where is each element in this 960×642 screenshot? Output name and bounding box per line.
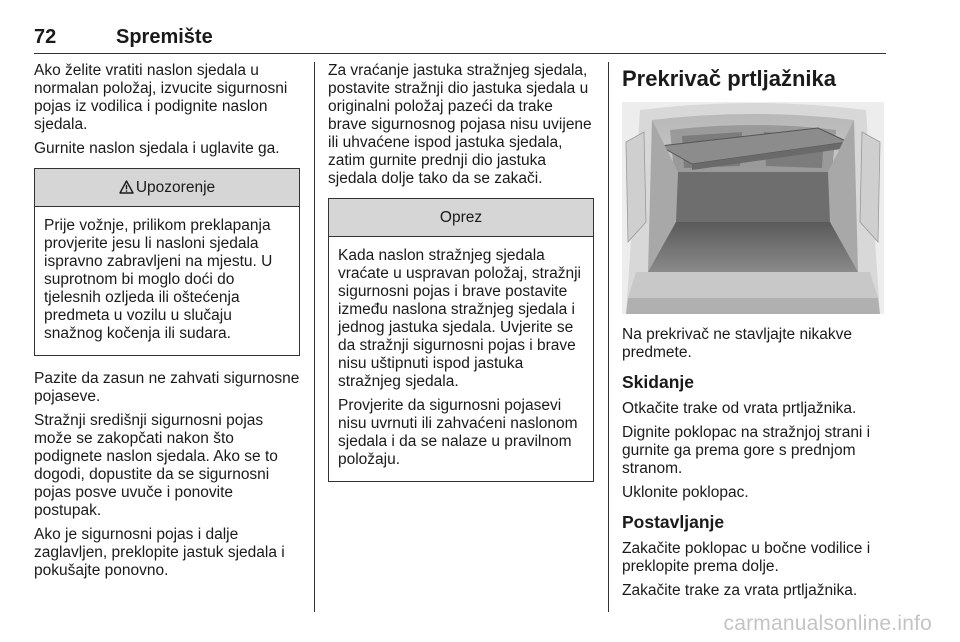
paragraph: Uklonite poklopac. [622,484,749,501]
caution-text: Kada naslon stražnjeg sjedala vraćate u uspravan položaj, stražnji sigurnosni pojas i brave postavite između naslona stražnjeg sjedala i jednog jastuka sjedala. Uvjerite se da stražnji sigurnosni pojas i brave nisu uštipnuti ispod jastuka stražnjeg sjedala. [338,247,581,390]
paragraph: Ako je sigurnosni pojas i dalje zaglavljen, preklopite jastuk sjedala i pokušajte ponovno. [34,526,285,579]
column-divider-2 [608,62,609,612]
warning-box [34,168,300,356]
caution-title: Oprez [439,209,483,226]
paragraph: Dignite poklopac na stražnjoj strani i gurnite ga prema gore s prednjom stranom. [622,424,871,477]
paragraph: Gurnite naslon sjedala i uglavite ga. [34,140,280,157]
page-number: 72 [34,26,57,48]
caution-box [328,198,594,482]
warning-text: Prije vožnje, prilikom preklapanja provjerite jesu li nasloni sjedala ispravno zabravljeni na mjestu. U suprotnom bi moglo doći do tjelesnih ozljeda ili oštećenja predmeta u vozilu u slučaju snažnog kočenja ili sudara. [44,217,273,342]
section-title: Prekrivač prtljažnika [622,66,837,91]
column-3 [622,62,886,606]
caution-text: Provjerite da sigurnosni pojasevi nisu uvrnuti ili zahvaćeni naslonom sjedala i da se nalaze u pravilnom položaju. [338,397,578,468]
caution-box-header [329,199,593,237]
warning-box-header [35,169,299,207]
paragraph: Zakačite trake za vrata prtljažnika. [622,582,858,599]
column-1 [34,62,300,586]
paragraph: Otkačite trake od vrata prtljažnika. [622,400,857,417]
page-header [34,26,886,54]
paragraph: Za vraćanje jastuka stražnjeg sjedala, postavite stražnji dio jastuka sjedala u originalni položaj pazeći da trake brave sigurnosnog pojasa nisu uvijene ili uhvaćene ispod jastuka sjedala, zatim gurnite prednji dio jastuka sjedala dolje tako da se zakači. [328,62,592,187]
chapter-title: Spremište [116,26,213,48]
paragraph: Pazite da zasun ne zahvati sigurnosne pojaseve. [34,370,300,405]
watermark: carmanualsonline.info [723,612,932,635]
column-2 [328,62,594,496]
paragraph: Stražnji središnji sigurnosni pojas može se zakopčati nakon što podignete naslon sjedala. Ako se to dogodi, dopustite da se sigurnosni pojas posve uvuče i ponovite postupak. [34,412,278,519]
column-divider-1 [314,62,315,612]
cargo-cover-photo [622,102,884,314]
subsection-title-removal: Skidanje [622,372,694,392]
paragraph: Zakačite poklopac u bočne vodilice i preklopite prema dolje. [622,540,871,575]
paragraph: Ako želite vratiti naslon sjedala u normalan položaj, izvucite sigurnosni pojas iz vodilica i podignite naslon sjedala. [34,62,288,133]
warning-triangle-icon [119,171,134,209]
paragraph: Na prekrivač ne stavljajte nikakve predmete. [622,326,853,361]
subsection-title-install: Postavljanje [622,512,725,532]
warning-title: Upozorenje [135,179,216,196]
